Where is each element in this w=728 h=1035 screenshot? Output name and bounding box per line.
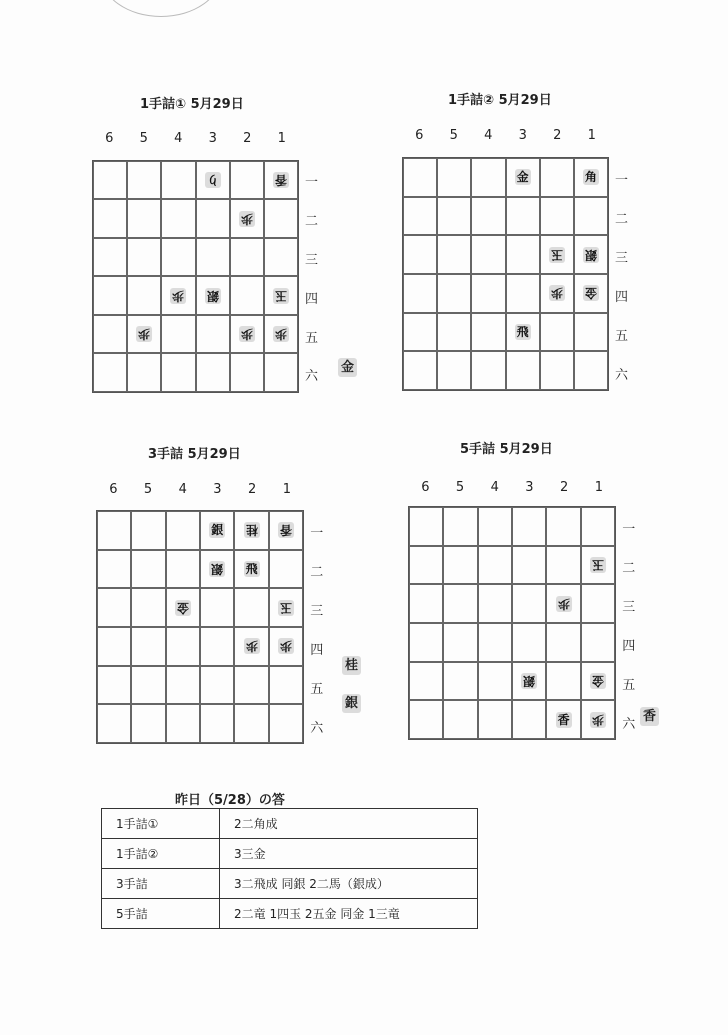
board-cell <box>230 276 264 314</box>
board-cell <box>512 584 546 623</box>
board-cell <box>93 276 127 314</box>
shogi-board <box>96 510 304 744</box>
board-cell <box>546 623 580 662</box>
board-cell <box>506 313 540 352</box>
board-cell <box>166 550 200 589</box>
shogi-piece: 玉 <box>591 557 604 572</box>
board-cell <box>230 353 264 391</box>
row-number: 六 <box>305 369 319 385</box>
board-cell <box>506 197 540 236</box>
board-cell <box>234 511 268 550</box>
board-cell <box>196 315 230 353</box>
board-cell <box>131 666 165 705</box>
board-cell <box>234 627 268 666</box>
board-cell <box>161 276 195 314</box>
board-cell <box>200 704 234 743</box>
board-cell <box>409 546 443 585</box>
board-cell <box>512 623 546 662</box>
board-cell <box>234 550 268 589</box>
board-cell <box>131 511 165 550</box>
board-cell <box>97 511 131 550</box>
board-cell <box>512 546 546 585</box>
board-cell <box>166 666 200 705</box>
board-cell <box>234 666 268 705</box>
board-cell <box>581 507 615 546</box>
board-cell <box>166 511 200 550</box>
column-number: 5 <box>449 128 458 143</box>
column-number: 3 <box>213 482 222 497</box>
board-cell <box>230 161 264 199</box>
board-cell <box>478 507 512 546</box>
row-number: 三 <box>622 599 636 615</box>
column-number: 2 <box>248 482 257 497</box>
board-cell <box>443 700 477 739</box>
board-cell <box>512 700 546 739</box>
row-number: 一 <box>615 172 629 188</box>
row-number: 一 <box>310 525 324 541</box>
board-cell <box>264 161 298 199</box>
puzzle-title: 3手詰 5月29日 <box>148 447 241 462</box>
board-cell <box>403 158 437 197</box>
board-cell <box>403 274 437 313</box>
board-cell <box>437 274 471 313</box>
board-cell <box>166 588 200 627</box>
column-number: 4 <box>178 482 187 497</box>
shogi-piece: 香 <box>557 712 570 727</box>
board-cell <box>200 666 234 705</box>
board-cell <box>269 588 303 627</box>
board-cell <box>196 276 230 314</box>
board-cell <box>234 704 268 743</box>
board-cell <box>196 199 230 237</box>
row-number: 三 <box>310 603 324 619</box>
board-cell <box>264 276 298 314</box>
board-cell <box>540 197 574 236</box>
board-cell <box>166 627 200 666</box>
board-cell <box>131 704 165 743</box>
board-cell <box>546 700 580 739</box>
shogi-piece: 歩 <box>240 211 253 226</box>
board-cell <box>471 274 505 313</box>
board-cell <box>512 662 546 701</box>
board-cell <box>93 199 127 237</box>
shogi-piece: 歩 <box>274 327 287 342</box>
board-cell <box>540 313 574 352</box>
row-number: 一 <box>305 175 319 191</box>
board-cell <box>403 235 437 274</box>
board-cell <box>540 351 574 390</box>
puzzle-title: 1手詰② 5月29日 <box>448 93 552 108</box>
board-cell <box>269 666 303 705</box>
shogi-piece: 歩 <box>279 639 292 654</box>
board-cell <box>409 662 443 701</box>
column-number: 6 <box>421 480 430 495</box>
column-number: 5 <box>455 480 465 495</box>
puzzle-title: 1手詰① 5月29日 <box>140 97 244 112</box>
answer-value: 2二角成 <box>220 809 478 839</box>
shogi-piece: 香 <box>274 173 287 188</box>
board-cell <box>471 158 505 197</box>
board-cell <box>403 351 437 390</box>
board-cell <box>443 546 477 585</box>
board-cell <box>97 588 131 627</box>
board-cell <box>403 313 437 352</box>
column-number: 1 <box>277 131 286 146</box>
hand-piece: 金 <box>338 358 357 377</box>
column-number: 2 <box>553 128 562 143</box>
board-cell <box>403 197 437 236</box>
hand-piece: 銀 <box>342 694 361 713</box>
answer-value: 2二竜 1四玉 2五金 同金 1三竜 <box>220 899 478 929</box>
board-cell <box>131 627 165 666</box>
row-number: 一 <box>622 521 636 537</box>
hand-piece: 桂 <box>342 656 361 675</box>
board-cell <box>574 235 608 274</box>
board-cell <box>581 546 615 585</box>
board-cell <box>506 235 540 274</box>
shogi-piece: 飛 <box>245 561 258 576</box>
board-cell <box>574 274 608 313</box>
board-cell <box>546 662 580 701</box>
shogi-piece: 玉 <box>274 288 287 303</box>
board-cell <box>200 550 234 589</box>
column-number: 5 <box>139 131 148 146</box>
puzzle-title: 5手詰 5月29日 <box>460 442 553 457</box>
board-cell <box>127 276 161 314</box>
shogi-piece: 銀 <box>211 561 224 576</box>
board-cell <box>200 588 234 627</box>
row-number: 五 <box>310 681 324 697</box>
board-cell <box>127 315 161 353</box>
board-cell <box>478 584 512 623</box>
shogi-piece: 金 <box>591 673 604 688</box>
board-cell <box>546 584 580 623</box>
answers-title: 昨日（5/28）の答 <box>175 793 285 808</box>
board-cell <box>506 351 540 390</box>
answer-row <box>102 899 478 929</box>
board-cell <box>127 161 161 199</box>
board-cell <box>234 588 268 627</box>
board-cell <box>478 623 512 662</box>
board-cell <box>478 546 512 585</box>
board-cell <box>478 700 512 739</box>
shogi-piece: 歩 <box>245 639 258 654</box>
board-cell <box>93 353 127 391</box>
shogi-piece: 玉 <box>279 600 292 615</box>
board-cell <box>269 627 303 666</box>
board-cell <box>196 353 230 391</box>
column-number: 2 <box>560 480 569 495</box>
row-number: 四 <box>622 638 636 654</box>
row-number: 二 <box>622 560 636 576</box>
row-number: 六 <box>615 367 629 383</box>
shogi-piece: 金 <box>516 170 529 185</box>
board-cell <box>127 238 161 276</box>
shogi-piece: 歩 <box>591 712 604 727</box>
answer-row <box>102 809 478 839</box>
board-cell <box>269 550 303 589</box>
board-cell <box>581 584 615 623</box>
row-number: 四 <box>615 289 629 305</box>
board-cell <box>443 584 477 623</box>
board-cell <box>443 662 477 701</box>
board-cell <box>574 351 608 390</box>
shogi-piece: 歩 <box>138 327 151 342</box>
board-cell <box>166 704 200 743</box>
column-number: 3 <box>208 131 217 146</box>
board-cell <box>93 238 127 276</box>
board-cell <box>93 315 127 353</box>
row-number: 六 <box>622 716 636 732</box>
shogi-piece: 銀 <box>523 673 536 688</box>
shogi-board <box>92 160 299 393</box>
row-number: 二 <box>305 214 319 230</box>
board-cell <box>161 161 195 199</box>
answer-row <box>102 839 478 869</box>
board-cell <box>581 623 615 662</box>
board-cell <box>409 507 443 546</box>
board-cell <box>230 315 264 353</box>
shogi-piece: 歩 <box>557 596 570 611</box>
column-number: 4 <box>174 131 183 146</box>
board-cell <box>512 507 546 546</box>
row-number: 四 <box>305 291 319 307</box>
shogi-board <box>402 157 609 391</box>
board-cell <box>506 274 540 313</box>
board-cell <box>97 627 131 666</box>
board-cell <box>127 199 161 237</box>
board-cell <box>161 199 195 237</box>
board-cell <box>269 511 303 550</box>
answer-key: 3手詰 <box>102 869 220 899</box>
hand-piece: 香 <box>640 707 659 726</box>
board-cell <box>437 313 471 352</box>
board-cell <box>471 351 505 390</box>
board-cell <box>230 199 264 237</box>
shogi-board <box>408 506 616 740</box>
board-cell <box>264 238 298 276</box>
row-number: 五 <box>622 677 636 693</box>
column-number: 4 <box>484 128 493 143</box>
shogi-piece: 銀 <box>211 523 224 538</box>
board-cell <box>409 623 443 662</box>
answer-key: 1手詰① <box>102 809 220 839</box>
board-cell <box>540 235 574 274</box>
row-number: 四 <box>310 642 324 658</box>
answer-key: 1手詰② <box>102 839 220 869</box>
column-number: 4 <box>490 480 499 495</box>
board-cell <box>506 158 540 197</box>
board-cell <box>200 627 234 666</box>
answer-row <box>102 869 478 899</box>
board-cell <box>574 313 608 352</box>
row-number: 二 <box>615 211 629 227</box>
shogi-piece: 桂 <box>245 523 258 538</box>
shogi-piece: 歩 <box>240 327 253 342</box>
board-cell <box>437 197 471 236</box>
row-number: 二 <box>310 564 324 580</box>
board-cell <box>161 238 195 276</box>
row-number: 六 <box>310 720 324 736</box>
column-number: 6 <box>415 128 424 143</box>
shogi-piece: り <box>206 173 219 188</box>
shogi-piece: 飛 <box>516 324 529 339</box>
board-cell <box>230 238 264 276</box>
shogi-piece: 銀 <box>206 288 219 303</box>
shogi-piece: 角 <box>584 170 597 185</box>
column-number: 6 <box>109 482 118 497</box>
column-number: 1 <box>587 128 596 143</box>
board-cell <box>200 511 234 550</box>
board-cell <box>161 353 195 391</box>
board-cell <box>161 315 195 353</box>
board-cell <box>264 199 298 237</box>
board-cell <box>574 158 608 197</box>
column-number: 3 <box>518 128 527 143</box>
row-number: 五 <box>615 328 629 344</box>
answer-key: 5手詰 <box>102 899 220 929</box>
board-cell <box>546 546 580 585</box>
board-cell <box>131 588 165 627</box>
shogi-piece: 香 <box>279 523 292 538</box>
board-cell <box>581 700 615 739</box>
row-number: 三 <box>615 250 629 266</box>
answers-table <box>101 808 478 929</box>
board-cell <box>97 550 131 589</box>
board-cell <box>540 274 574 313</box>
shogi-piece: 歩 <box>172 288 185 303</box>
board-cell <box>196 238 230 276</box>
board-cell <box>443 623 477 662</box>
column-number: 3 <box>525 480 534 495</box>
board-cell <box>127 353 161 391</box>
board-cell <box>581 662 615 701</box>
column-number: 2 <box>243 131 252 146</box>
board-cell <box>437 235 471 274</box>
board-cell <box>131 550 165 589</box>
shogi-piece: 銀 <box>584 247 597 262</box>
board-cell <box>574 197 608 236</box>
board-cell <box>97 704 131 743</box>
board-cell <box>409 584 443 623</box>
board-cell <box>437 158 471 197</box>
column-number: 1 <box>282 482 291 497</box>
board-cell <box>97 666 131 705</box>
board-cell <box>264 315 298 353</box>
board-cell <box>546 507 580 546</box>
board-cell <box>443 507 477 546</box>
board-cell <box>269 704 303 743</box>
row-number: 三 <box>305 253 319 268</box>
corner-mark <box>100 0 222 17</box>
column-number: 1 <box>594 480 603 495</box>
shogi-piece: 歩 <box>550 286 563 301</box>
board-cell <box>409 700 443 739</box>
board-cell <box>471 197 505 236</box>
board-cell <box>437 351 471 390</box>
board-cell <box>478 662 512 701</box>
board-cell <box>264 353 298 391</box>
shogi-piece: 玉 <box>550 247 563 262</box>
board-cell <box>93 161 127 199</box>
board-cell <box>540 158 574 197</box>
answer-value: 3三金 <box>220 839 478 869</box>
answer-value: 3二飛成 同銀 2二馬（銀成） <box>220 869 478 899</box>
column-number: 5 <box>143 482 153 497</box>
row-number: 五 <box>305 330 319 346</box>
shogi-piece: 金 <box>584 286 597 301</box>
board-cell <box>196 161 230 199</box>
board-cell <box>471 313 505 352</box>
board-cell <box>471 235 505 274</box>
column-number: 6 <box>105 131 114 146</box>
shogi-piece: 金 <box>176 600 189 615</box>
